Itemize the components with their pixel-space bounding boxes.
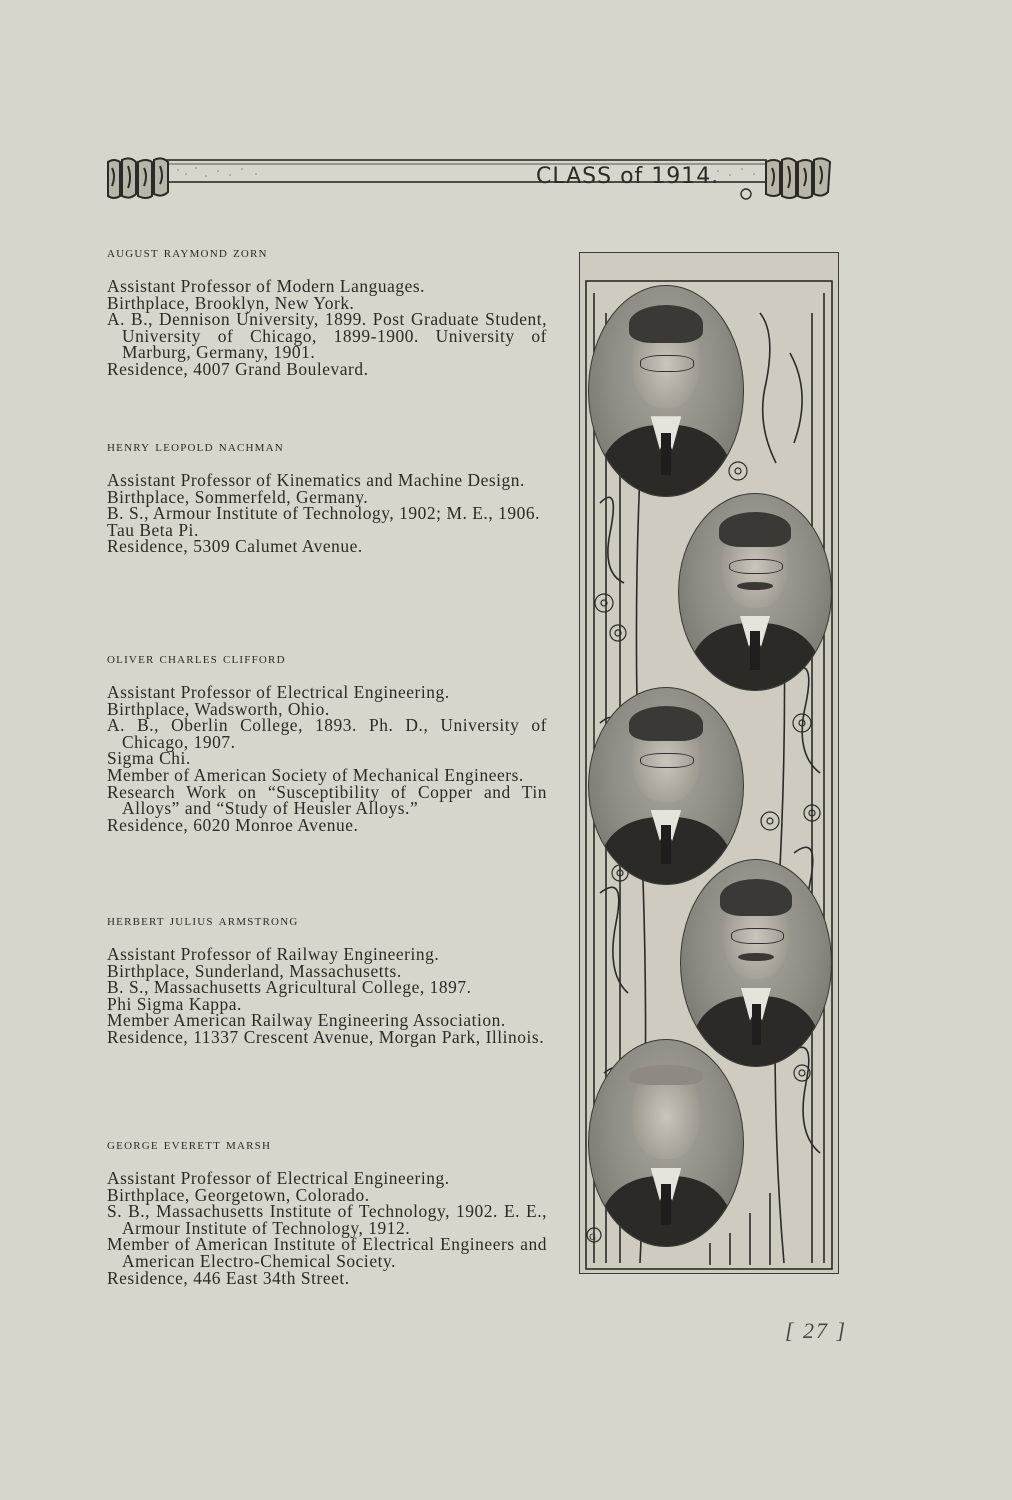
class-title: CLASS of 1914.	[536, 164, 720, 189]
entry-armstrong	[107, 912, 547, 1046]
entry-line: Assistant Professor of Railway Engineering.	[107, 944, 440, 964]
page-number: [ 27 ]	[785, 1318, 848, 1343]
entry-name: george everett marsh	[107, 1137, 272, 1153]
portrait-armstrong	[680, 859, 832, 1067]
entry-line: Residence, 11337 Crescent Avenue, Morgan Park, Illinois.	[107, 1026, 545, 1047]
entry-line: B. S., Armour Institute of Technology, 1902; M. E., 1906.	[107, 503, 540, 524]
entry-line: Assistant Professor of Kinematics and Machine Design.	[107, 470, 525, 490]
entry-line: A. B., Dennison University, 1899. Post Graduate Student, University of Chicago, 1899-1900. University of Marburg, Germany, 1901.	[107, 309, 547, 363]
entry-line: Residence, 5309 Calumet Avenue.	[107, 536, 363, 557]
portrait-panel	[579, 252, 839, 1274]
entry-line: S. B., Massachusetts Institute of Technology, 1902. E. E., Armour Institute of Technology, 1912.	[107, 1201, 547, 1238]
entry-clifford	[107, 650, 547, 833]
svg-text:G: G	[589, 1233, 596, 1243]
entry-line: Birthplace, Georgetown, Colorado.	[107, 1184, 370, 1205]
entry-line: Assistant Professor of Electrical Engineering.	[107, 682, 450, 702]
entry-line: Birthplace, Brooklyn, New York.	[107, 292, 355, 313]
portrait-nachman	[678, 493, 832, 691]
entry-line: Residence, 4007 Grand Boulevard.	[107, 358, 369, 379]
entry-line: Birthplace, Wadsworth, Ohio.	[107, 698, 330, 719]
entry-line: A. B., Oberlin College, 1893. Ph. D., University of Chicago, 1907.	[107, 715, 547, 752]
entry-line: Member of American Society of Mechanical Engineers.	[107, 764, 524, 785]
portrait-clifford	[588, 687, 744, 885]
entry-line: Residence, 6020 Monroe Avenue.	[107, 814, 359, 835]
portrait-marsh	[588, 1039, 744, 1247]
entry-line: Member of American Institute of Electrical Engineers and American Electro-Chemical Society.	[107, 1234, 547, 1271]
entry-marsh	[107, 1136, 547, 1286]
entry-line: Research Work on “Susceptibility of Copper and Tin Alloys” and “Study of Heusler Alloys.”	[107, 781, 547, 819]
entry-line: Birthplace, Sunderland, Massachusetts.	[107, 960, 402, 981]
entry-name: august raymond zorn	[107, 245, 268, 261]
entry-line: Tau Beta Pi.	[107, 519, 199, 540]
header-banner	[106, 156, 834, 200]
portrait-zorn	[588, 285, 744, 497]
entry-name: henry leopold nachman	[107, 439, 284, 455]
entry-line: Sigma Chi.	[107, 748, 191, 769]
entry-name: oliver charles clifford	[107, 651, 286, 667]
entry-line: Assistant Professor of Electrical Engineering.	[107, 1168, 450, 1188]
entry-line: Birthplace, Sommerfeld, Germany.	[107, 486, 369, 507]
entry-name: herbert julius armstrong	[107, 913, 299, 929]
entry-nachman	[107, 438, 547, 555]
entry-line: Member American Railway Engineering Association.	[107, 1010, 506, 1031]
entry-line: B. S., Massachusetts Agricultural College, 1897.	[107, 977, 472, 998]
entry-line: Phi Sigma Kappa.	[107, 993, 242, 1014]
entry-zorn	[107, 244, 547, 378]
entry-line: Assistant Professor of Modern Languages.	[107, 276, 426, 296]
entry-line: Residence, 446 East 34th Street.	[107, 1267, 350, 1288]
